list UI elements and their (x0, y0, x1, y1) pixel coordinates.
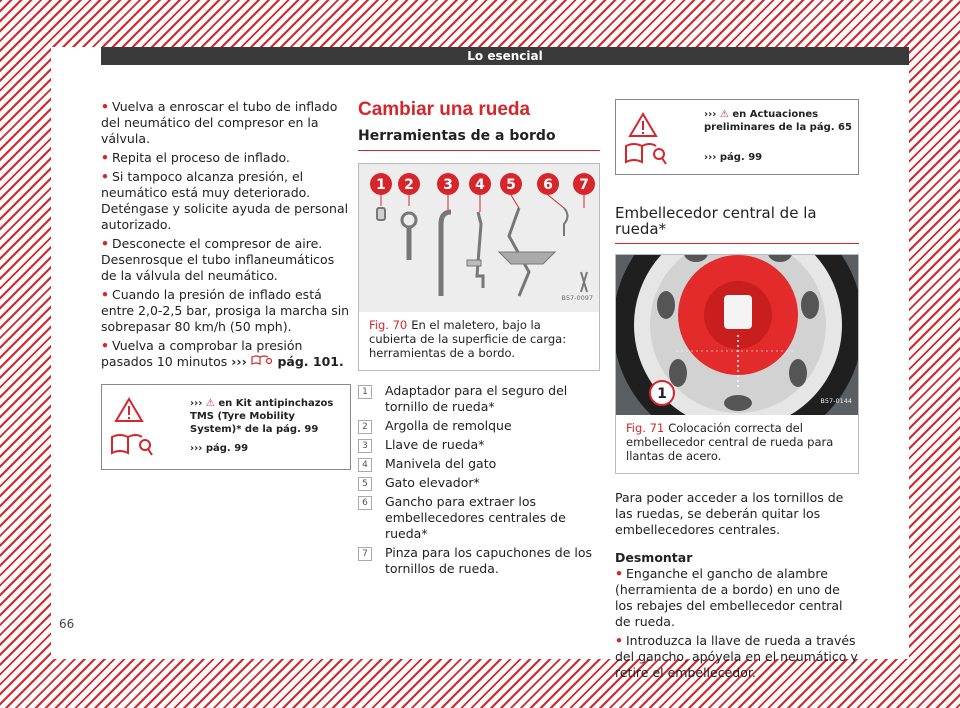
callout-label: 3 (443, 177, 453, 193)
intro-paragraph: Para poder acceder a los tornillos de las ruedas, se deberán quitar los embellecedores centrales. (615, 490, 844, 537)
list-item: 3 Llave de rueda* (358, 437, 600, 453)
warning-triangle-icon (628, 112, 658, 138)
subsection-title: Herramientas de a bordo (358, 128, 600, 151)
warning-triangle-icon (114, 397, 144, 423)
page-reference-link[interactable]: ››› pág. 99 (190, 443, 249, 454)
bullet-item: • Si tampoco alcanza presión, el neumático está muy deteriorado. Deténgase y solicite ayuda de personal autorizado. (101, 169, 349, 232)
section-title: Cambiar una rueda (358, 99, 531, 120)
callout-label: 1 (376, 177, 386, 193)
list-item: 7 Pinza para los capuchones de los tornillos de rueda. (358, 545, 600, 577)
list-item: 6 Gancho para extraer los embellecedores centrales de rueda* (358, 494, 600, 542)
list-item: 1 Adaptador para el seguro del tornillo de rueda* (358, 383, 600, 415)
list-item: 4 Manivela del gato (358, 456, 600, 472)
callout-label: 7 (579, 177, 589, 193)
bullet-item: • Vuelva a comprobar la presión pasados 10 minutos ››› pág. 101. (101, 338, 344, 369)
figure-code: B57-0097 (561, 294, 593, 302)
warning-reference-box (615, 99, 859, 175)
warning-reference-box (101, 384, 351, 470)
bullet-item: • Enganche el gancho de alambre (herramienta de a bordo) en uno de los rebajes del embellecedor central de rueda. (615, 566, 843, 629)
subsection-title: Embellecedor central de la rueda* (615, 205, 859, 244)
callout-label: 6 (543, 177, 553, 193)
figure-caption: Fig. 71 Colocación correcta del embellecedor central de rueda para llantas de acero. (616, 415, 858, 473)
figure-caption: Fig. 70 En el maletero, bajo la cubierta de la superficie de carga: herramientas de a bordo. (359, 312, 599, 370)
book-wrench-icon (251, 354, 273, 366)
page (51, 47, 909, 680)
page-number: 66 (59, 617, 75, 631)
numbered-list (358, 383, 600, 577)
book-wrench-icon (624, 140, 668, 166)
bullet-item: • Desconecte el compresor de aire. Desenrosque el tubo inflaneumáticos de la válvula del neumático. (101, 236, 335, 283)
warning-reference-text[interactable]: ››› ⚠ en Kit antipinchazos TMS (Tyre Mobility System)* de la pág. 99 (190, 398, 334, 435)
desmontar-heading: Desmontar (615, 550, 693, 565)
figure-code: B57-0144 (820, 397, 852, 405)
callout-label: 2 (404, 177, 414, 193)
list-item: 5 Gato elevador* (358, 475, 600, 491)
list-item: 2 Argolla de remolque (358, 418, 600, 434)
tools-illustration (359, 164, 599, 312)
callout-label: 5 (506, 177, 516, 193)
chapter-header: Lo esencial (101, 47, 909, 65)
callout-label: 4 (475, 177, 485, 193)
page-reference-link[interactable]: ››› pág. 101. (231, 354, 344, 369)
column-left (101, 99, 351, 470)
column-middle (358, 99, 600, 580)
page-reference-link[interactable]: ››› pág. 99 (704, 152, 763, 163)
figure-tools (358, 163, 600, 371)
bullet-item: • Vuelva a enroscar el tubo de inflado del neumático del compresor en la válvula. (101, 99, 338, 146)
column-right (615, 99, 859, 684)
bullet-item: • Cuando la presión de inflado está entre 2,0-2,5 bar, prosiga la marcha sin sobrepasar 80 km/h (50 mph). (101, 287, 350, 334)
book-wrench-icon (110, 431, 154, 457)
bullet-item: • Repita el proceso de inflado. (101, 150, 290, 165)
warning-reference-text[interactable]: ››› ⚠ en Actuaciones preliminares de la pág. 65 (704, 109, 852, 133)
wheel-drawing (616, 255, 858, 415)
figure-hubcap (615, 254, 859, 474)
bullet-item: • Introduzca la llave de rueda a través del gancho, apóyela en el neumático y retire el embellecedor. (615, 633, 858, 680)
callout-label: 1 (657, 386, 667, 402)
hubcap-illustration (616, 255, 858, 415)
